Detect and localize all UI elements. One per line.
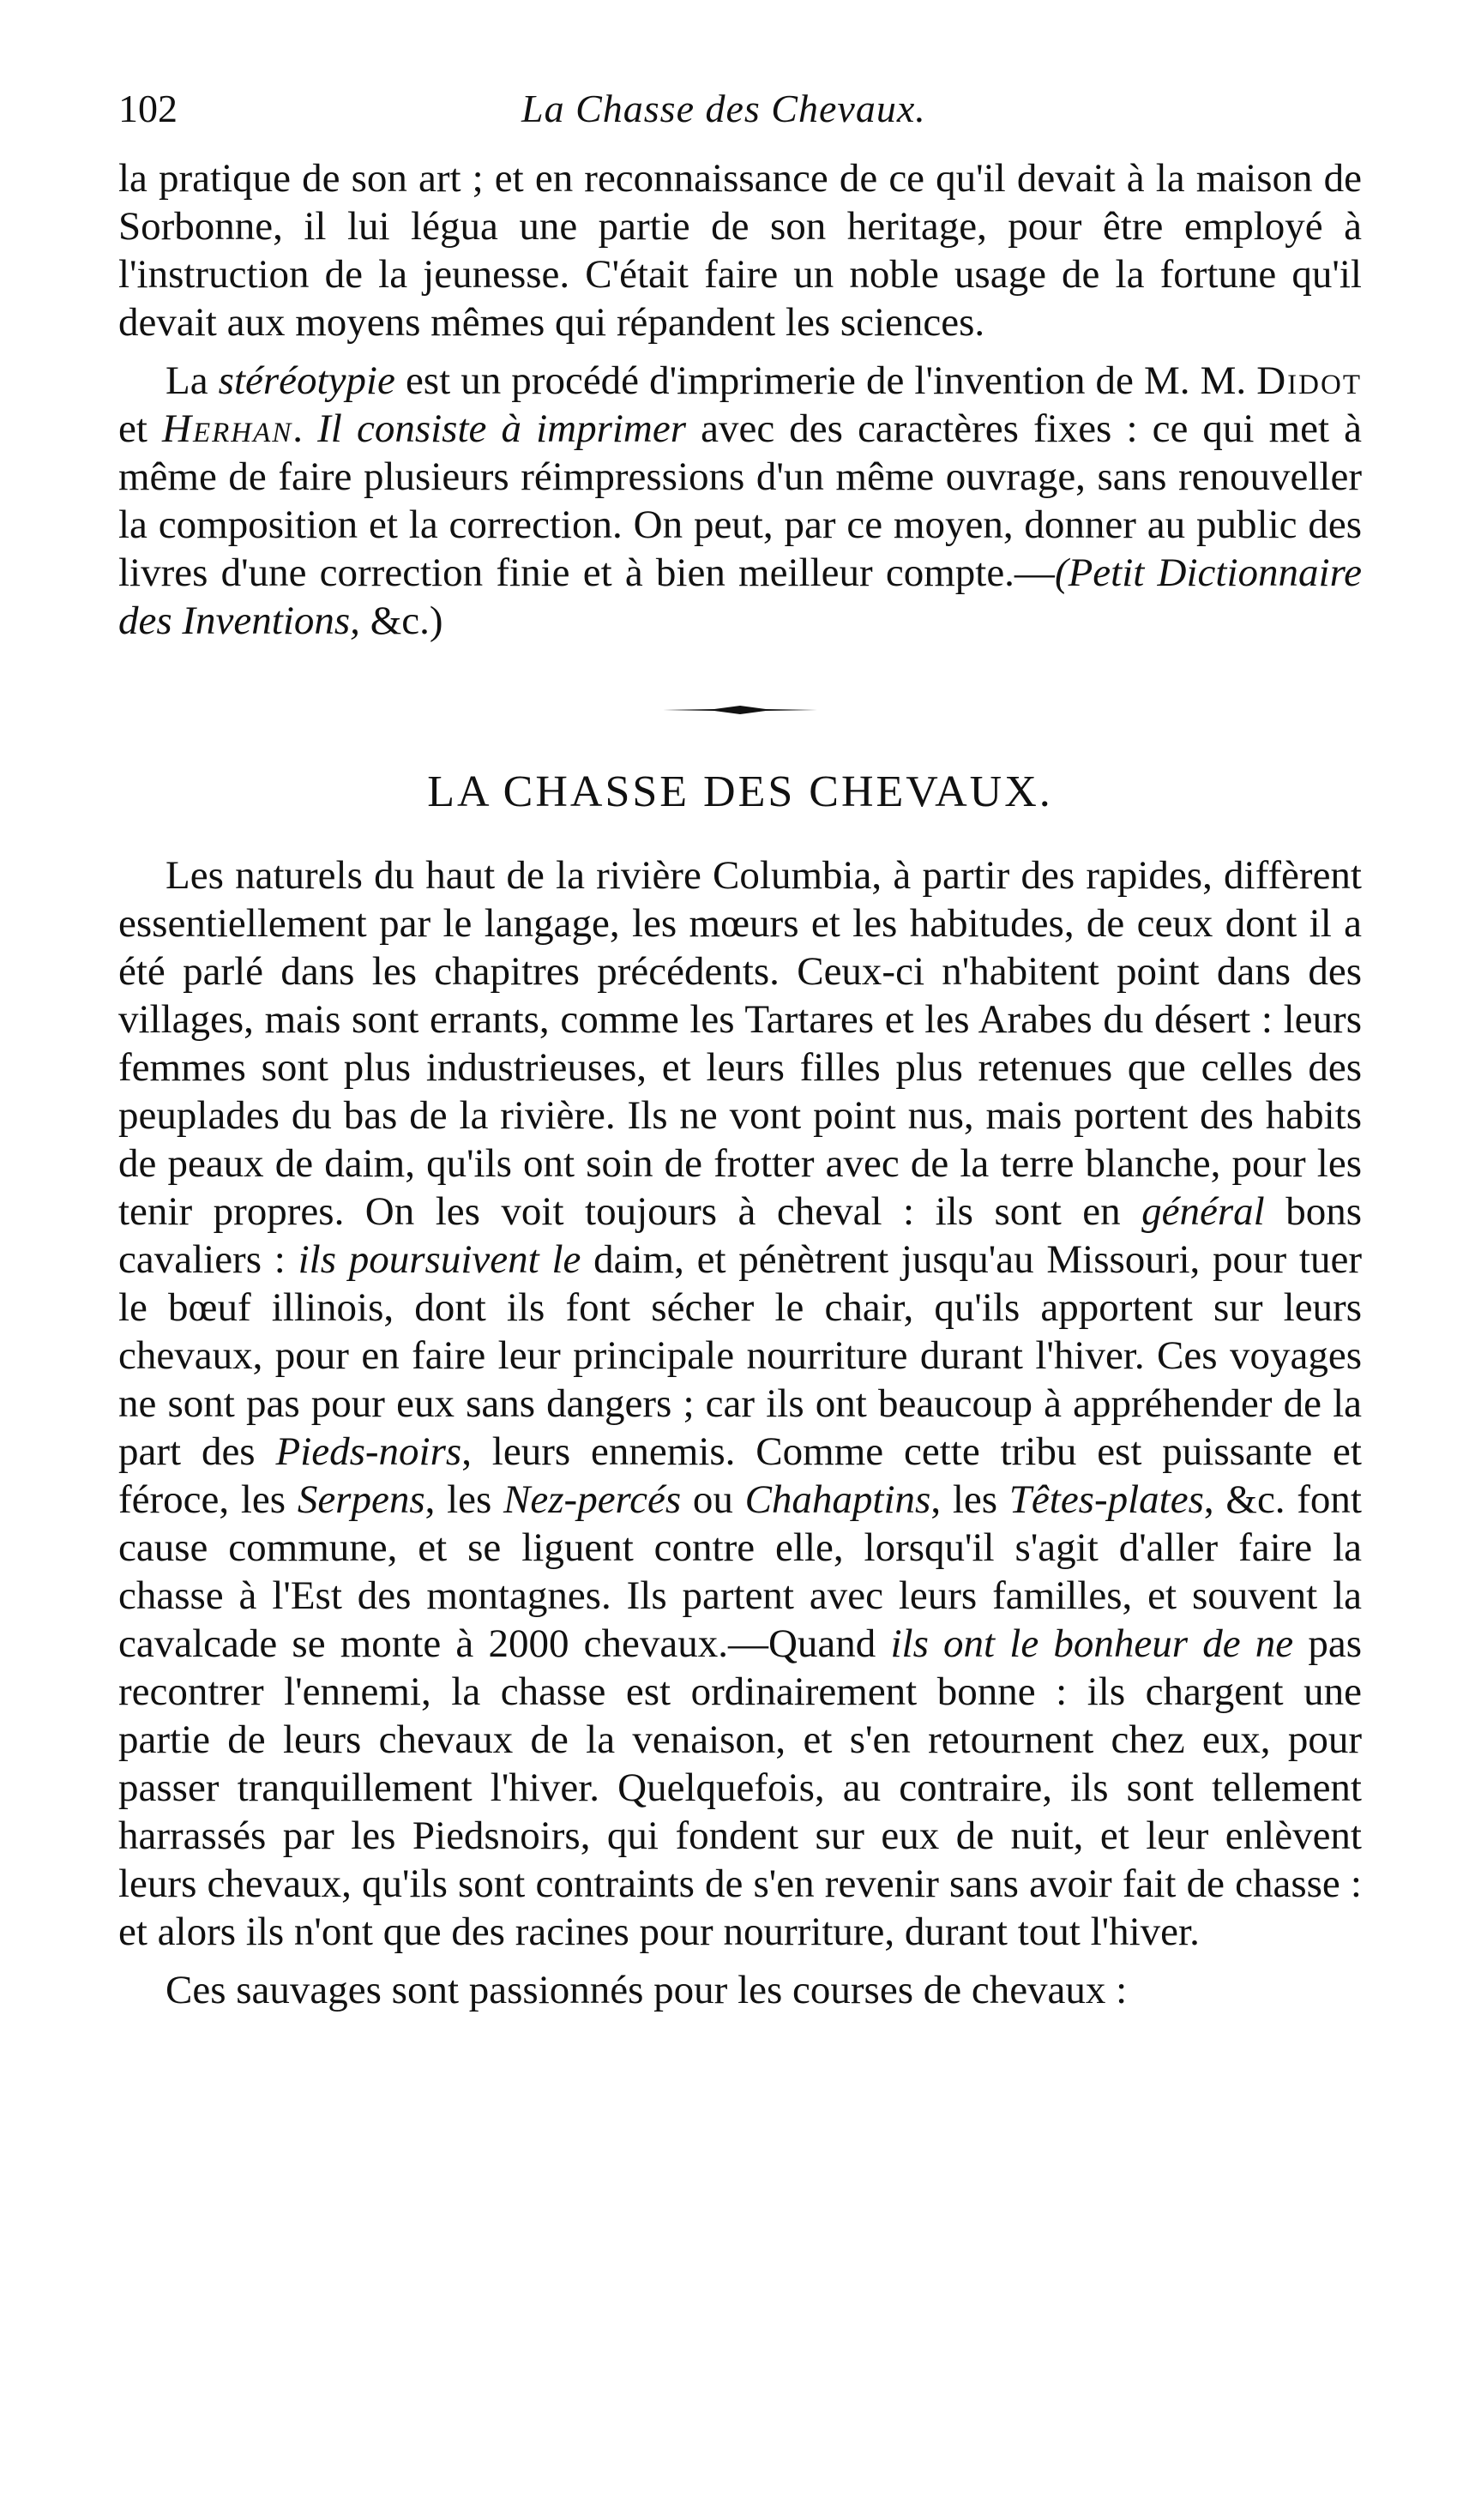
source-citation: (Petit Dictionnaire des Inventions, (118, 550, 1362, 643)
name-didot: Didot (1256, 358, 1362, 403)
paragraph-stereotypie: La stéréotypie est un procédé d'imprimerie de l'invention de M. M. Didot et Herhan. Il consiste à imprimer avec des caractères fixes : ce qui met à même de faire plusieurs réimpressions d'un même ouvrage, sans renouveller la composition et la correction. On peut, par ce moyen, donner au public des livres d'une correction finie et à bien meilleur compte.—(Petit Dictionnaire des Inventions, &c.) (118, 358, 1363, 643)
running-title: La Chasse des Chevaux. (521, 87, 926, 130)
tribe-tetes-plates: Têtes-plates (1008, 1477, 1204, 1522)
tribe-serpens: Serpens (297, 1477, 425, 1522)
book-page (118, 86, 1362, 2014)
paragraph-courses: Ces sauvages sont passionnés pour les courses de chevaux : (166, 1968, 1128, 2012)
page-number: 102 (118, 87, 178, 130)
tribe-pieds-noirs: Pieds-noirs (275, 1429, 462, 1474)
tribe-nez-perces: Nez-percés (503, 1477, 682, 1522)
name-herhan: Herhan (162, 406, 293, 451)
paragraph-chasse: Les naturels du haut de la rivière Columbia, à partir des rapides, diffèrent essentiellement par le langage, les mœurs et les habitudes, de ceux dont il a été parlé dans les chapitres précédents. Ceux-ci n'habitent point dans des villages, mais sont errants, comme les Tartares et les Arabes du désert : leurs femmes sont plus industrieuses, et leurs filles plus retenues que celles des peuplades du bas de la rivière. Ils ne vont point nus, mais portent des habits de peaux de daim, qu'ils ont soin de frotter avec de la terre blanche, pour les tenir propres. On les voit toujours à cheval : ils sont en général bons cavaliers : ils poursuivent le daim, et pénètrent jusqu'au Missouri, pour tuer le bœuf illinois, dont ils font sécher le chair, qu'ils apportent sur leurs chevaux, pour en faire leur principale nourriture durant l'hiver. Ces voyages ne sont pas pour eux sans dangers ; car ils ont beaucoup à appréhender de la part des Pieds-noirs, leurs ennemis. Comme cette tribu est puissante et féroce, les Serpens, les Nez-percés ou Chahaptins, les Têtes-plates, &c. font cause commune, et se liguent contre elle, lorsqu'il s'agit d'aller faire la chasse à l'Est des montagnes. Ils partent avec leurs familles, et souvent la cavalcade se monte à 2000 chevaux.—Quand ils ont le bonheur de ne pas recontrer l'ennemi, la chasse est ordinairement bonne : ils chargent une partie de leurs chevaux de la venaison, et s'en retournent chez eux, pour passer tranquillement l'hiver. Quelquefois, au contraire, ils sont tellement harrassés par les Piedsnoirs, qui fondent sur eux de nuit, et leur enlèvent leurs chevaux, qu'ils sont contraints de s'en revenir sans avoir fait de chasse : et alors ils n'ont que des racines pour nourriture, durant tout l'hiver. (118, 853, 1362, 1954)
running-head (118, 86, 1362, 154)
section-divider-ornament (663, 705, 817, 715)
section-heading: LA CHASSE DES CHEVAUX. (427, 767, 1053, 816)
tribe-chahaptins: Chahaptins (744, 1477, 931, 1522)
term-stereotypie: stéréotypie (218, 358, 395, 403)
paragraph-sorbonne: la pratique de son art ; et en reconnaissance de ce qu'il devait à la maison de Sorbonne, il lui légua une partie de son heritage, pour être employé à l'instruction de la jeunesse. C'était faire un noble usage de la fortune qu'il devait aux moyens mêmes qui répandent les sciences. (118, 156, 1362, 345)
